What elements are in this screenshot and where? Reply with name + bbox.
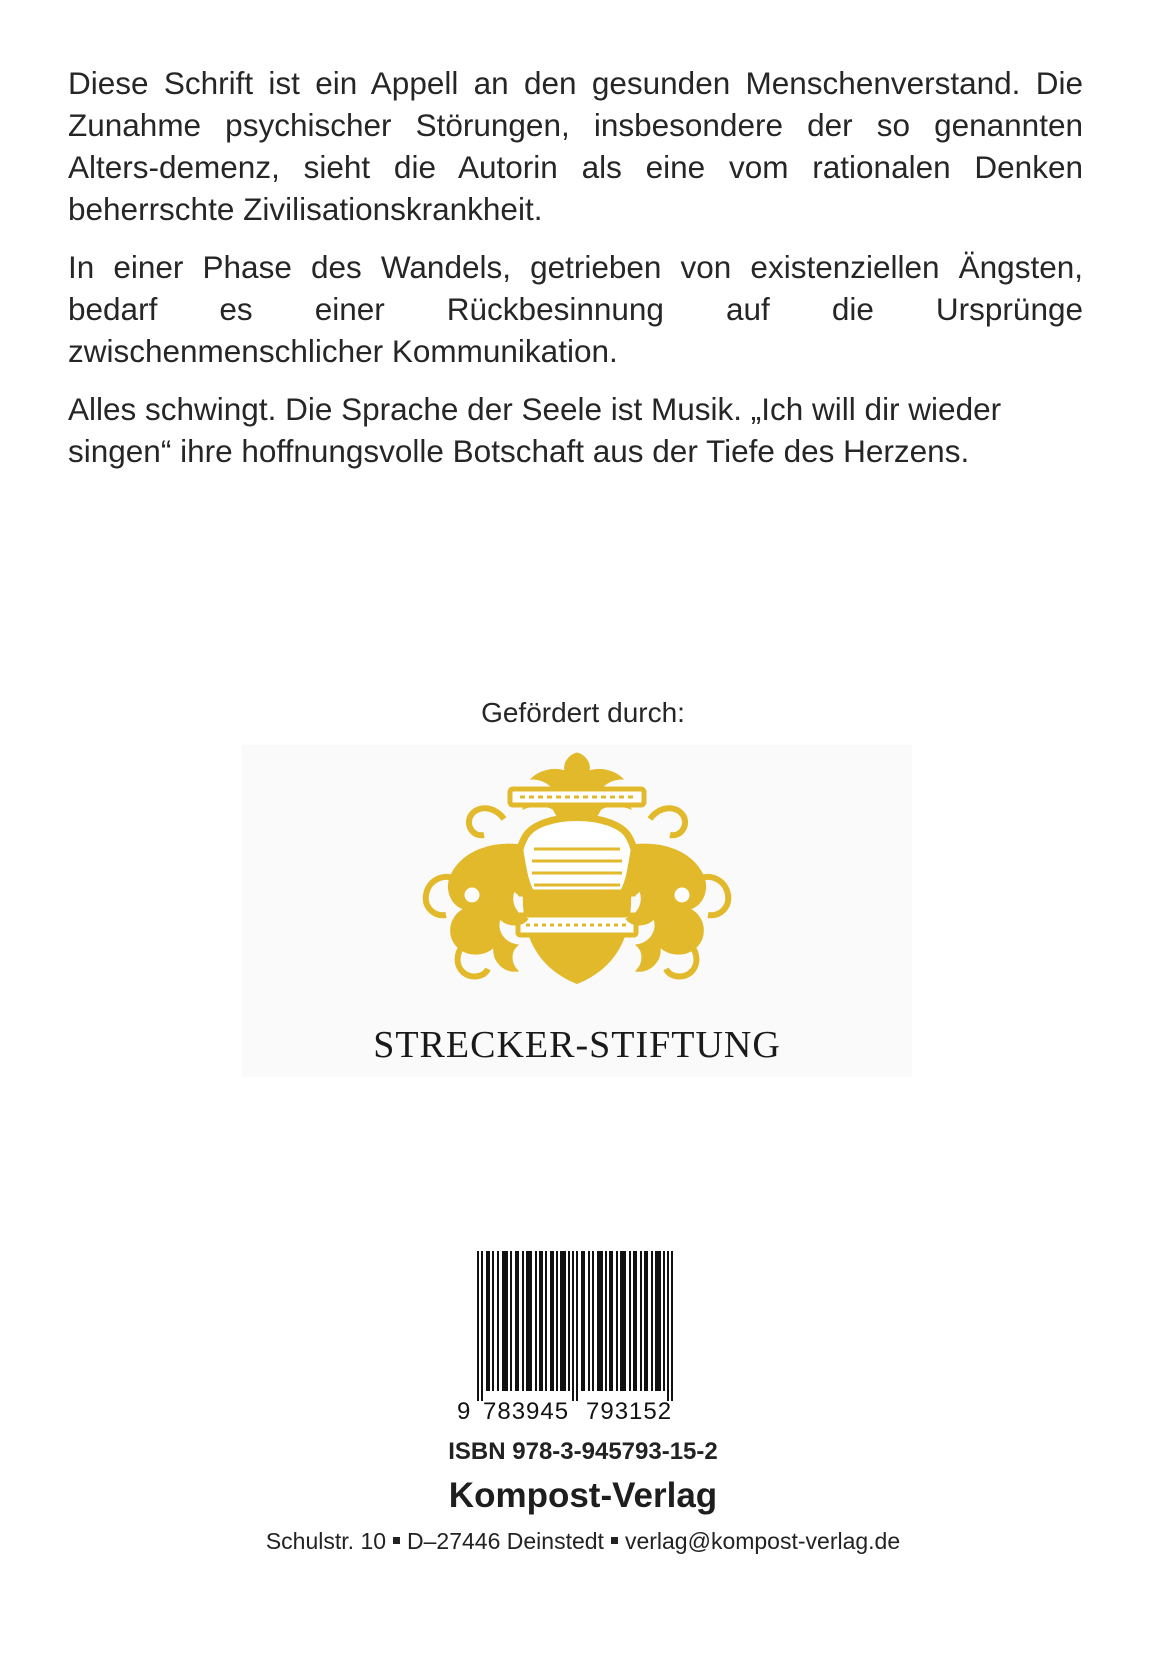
separator-bullet-icon [393, 1537, 400, 1544]
separator-bullet-icon [611, 1537, 618, 1544]
foundation-name: STRECKER-STIFTUNG [373, 1024, 781, 1066]
blurb-paragraph-3: Alles schwingt. Die Sprache der Seele ist Musik. „Ich will dir wieder singen“ ihre hoffnungsvolle Botschaft aus der Tiefe des Herzens. [68, 391, 1002, 469]
address-street: Schulstr. 10 [265, 1528, 387, 1554]
barcode-digits [455, 1398, 695, 1428]
publisher-address [0, 1528, 1166, 1555]
coat-of-arms-icon [242, 745, 912, 1005]
isbn-label: ISBN 978-3-945793-15-2 [448, 1438, 718, 1465]
blurb-paragraph-2: In einer Phase des Wandels, getrieben von existenziellen Ängsten, bedarf es einer Rückbesinnung auf die Ursprünge zwischenmenschlicher Kommunikation. [68, 249, 1083, 369]
address-email: verlag@kompost-verlag.de [624, 1528, 901, 1554]
sponsor-logo [242, 745, 912, 1077]
isbn-barcode [455, 1251, 695, 1429]
barcode-digits-right: 793152 [586, 1398, 673, 1425]
barcode-digits-left: 783945 [483, 1398, 570, 1425]
barcode-bars [455, 1251, 695, 1401]
blurb-paragraph-1: Diese Schrift ist ein Appell an den gesunden Menschenverstand. Die Zunahme psychischer Störungen, insbesondere der so genannten Alters-demenz, sieht die Autorin als eine vom rationalen Denken beherrschte Zivilisationskrankheit. [68, 65, 1083, 227]
barcode-digit-first: 9 [457, 1398, 471, 1425]
funded-by-label: Gefördert durch: [481, 697, 685, 728]
address-city: D–27446 Deinstedt [407, 1528, 604, 1554]
blurb-text [68, 62, 1083, 488]
publisher-name: Kompost-Verlag [448, 1476, 718, 1515]
